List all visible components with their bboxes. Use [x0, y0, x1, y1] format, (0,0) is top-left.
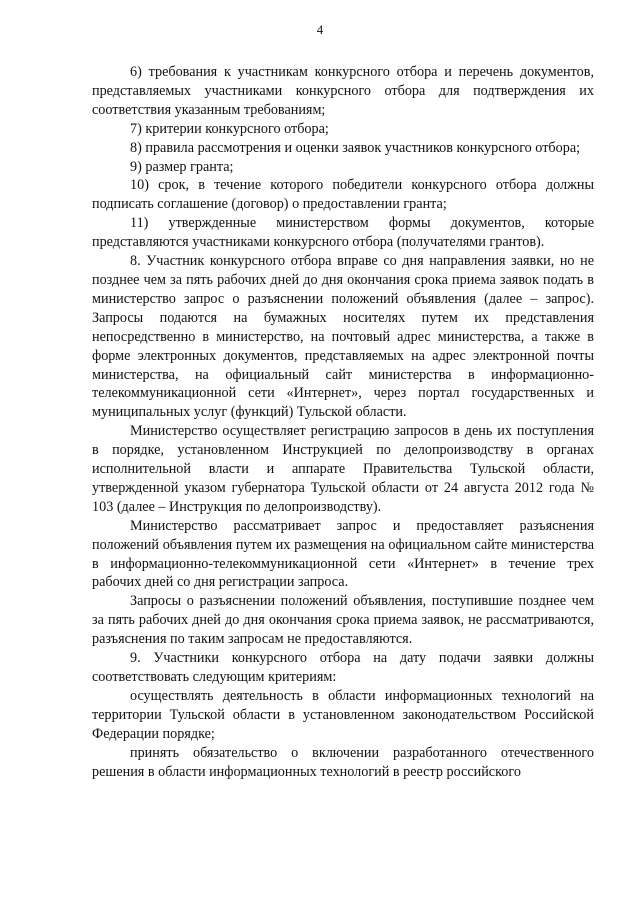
paragraph-item-10: 10) срок, в течение которого победители конкурсного отбора должны подписать соглашение (договор) о предоставлении гранта;: [92, 177, 594, 213]
paragraph-item-6: 6) требования к участникам конкурсного отбора и перечень документов, представляемых участниками конкурсного отбора для подтверждения их соответствия указанным требованиям;: [92, 64, 594, 118]
paragraph-item-11: 11) утвержденные министерством формы документов, которые представляются участниками конкурсного отбора (получателями грантов).: [92, 215, 594, 251]
page-number: 4: [316, 22, 324, 37]
paragraph-clause-8: 8. Участник конкурсного отбора вправе со дня направления заявки, но не позднее чем за пять рабочих дней до дня окончания срока приема заявок подать в министерство запрос о разъяснении положений объявления (далее – запрос). Запросы подаются на бумажных носителях путем их представления непосредственно в министерство, на почтовый адрес министерства, а также в форме электронных документов, представляемых на адрес электронной почты министерства, на официальный сайт министерства в информационно-телекоммуникационной сети «Интернет», через портал государственных и муниципальных услуг (функций) Тульской области.: [92, 253, 594, 421]
paragraph-criterion-activity: осуществлять деятельность в области информационных технологий на территории Тульской области в установленном законодательством Российской Федерации порядке;: [92, 687, 594, 742]
paragraph-item-7: 7) критерии конкурсного отбора;: [130, 120, 329, 137]
paragraph-item-9: 9) размер гранта;: [130, 158, 234, 175]
paragraph-clarification: Министерство рассматривает запрос и предоставляет разъяснения положений объявления путем их размещения на официальном сайте министерства в информационно-телекоммуникационной сети «Интернет» в течение трех рабочих дней со дня регистрации запроса.: [92, 517, 594, 591]
paragraph-late-requests: Запросы о разъяснении положений объявления, поступившие позднее чем за пять рабочих дней до дня окончания срока приема заявок, не рассматриваются, разъяснения по таким запросам не предоставляются.: [92, 593, 594, 648]
paragraph-item-8: 8) правила рассмотрения и оценки заявок участников конкурсного отбора;: [130, 139, 581, 156]
paragraph-criterion-registry: принять обязательство о включении разработанного отечественного решения в области информационных технологий в реестр российского: [92, 744, 594, 780]
paragraph-registration: Министерство осуществляет регистрацию запросов в день их поступления в порядке, установленном Инструкцией по делопроизводству в органах исполнительной власти и аппарате Правительства Тульской области, утвержденной указом губернатора Тульской области от 24 августа 2012 года № 103 (далее – Инструкция по делопроизводству).: [92, 423, 594, 515]
document-body: [92, 63, 594, 781]
paragraph-clause-9: 9. Участники конкурсного отбора на дату подачи заявки должны соответствовать следующим критериям:: [92, 650, 594, 685]
